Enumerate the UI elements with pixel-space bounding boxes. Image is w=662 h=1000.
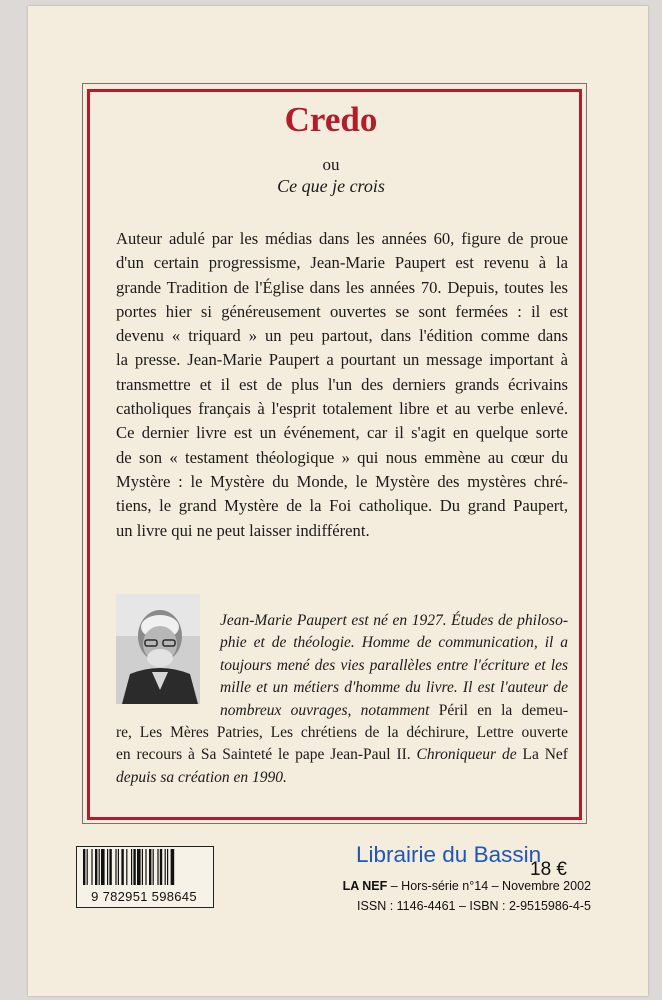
barcode-bar: [131, 849, 132, 885]
barcode-bar: [95, 849, 97, 885]
barcode-bar: [126, 849, 127, 885]
blurb-line: de son « testament théologique » qui nous emmène au cœur du: [116, 447, 568, 467]
barcode-bar: [145, 849, 146, 885]
barcode-bar: [142, 849, 143, 885]
publisher-name: LA NEF: [342, 879, 388, 893]
bio-line: toujours mené des vies parallèles entre l'écriture et les: [220, 656, 568, 674]
bio-line: phie et de théologie. Homme de communication, il a: [220, 634, 568, 652]
barcode-bar: [115, 849, 116, 885]
bookseller-watermark: Librairie du Bassin: [356, 842, 542, 867]
bio-text: Chroniqueur de: [416, 746, 517, 764]
barcode-bar: [165, 849, 166, 885]
bio-line: Jean-Marie Paupert est né en 1927. Études de philoso-: [220, 612, 568, 629]
barcode-bar: [171, 849, 175, 885]
title-connector: ou: [322, 155, 340, 174]
bio-book-titles: Péril en la demeu-: [429, 701, 568, 719]
blurb-line: la presse. Jean-Marie Paupert a pourtant un message important à: [116, 350, 568, 370]
identifiers: ISSN : 1146-4461 – ISBN : 2-9515986-4-5: [357, 899, 591, 913]
barcode-bar: [137, 849, 141, 885]
blurb-line: Auteur adulé par les médias dans les années 60, figure de proue: [116, 229, 568, 248]
publication-line: [316, 876, 591, 896]
blurb-line: devenu « triquard » un peu partout, dans l'édition comme dans: [116, 326, 568, 346]
bio-line: depuis sa création en 1990.: [116, 768, 287, 786]
bio-line: [116, 700, 568, 722]
bio-book-titles: en recours à Sa Sainteté le pape Jean-Paul II.: [116, 746, 417, 764]
blurb-line: grande Tradition de l'Église dans les années 70. Depuis, toutes les: [116, 277, 568, 297]
bio-line: mille et un métiers d'homme du livre. Il est l'auteur de: [220, 679, 568, 697]
barcode-bar: [99, 849, 100, 885]
blurb-line: d'un certain progressisme, Jean-Marie Paupert est revenu à la: [116, 253, 568, 273]
barcode-bar: [118, 849, 119, 885]
barcode-bars-icon: [77, 847, 213, 891]
book-blurb: [116, 227, 568, 543]
barcode-bar: [133, 849, 135, 885]
blurb-line: tiens, le grand Mystère de la Foi catholique. Du grand Paupert,: [116, 496, 568, 516]
barcode-number: 9 782951 598645: [91, 889, 197, 904]
book-title: Credo: [284, 100, 378, 139]
price: 18 €: [530, 859, 567, 880]
blurb-line: transmettre et il est de plus l'un des derniers grands écrivains: [116, 374, 568, 394]
blurb-line: Mystère : le Mystère du Monde, le Mystère des mystères chré-: [116, 471, 568, 491]
issue-info: – Hors-série n°14 – Novembre 2002: [387, 879, 591, 893]
bio-text: nombreux ouvrages, notamment: [220, 701, 430, 719]
barcode-bar: [160, 849, 162, 885]
blurb-line: Ce dernier livre est un événement, car il s'agit en quelque sorte: [116, 423, 568, 443]
barcode-bar: [101, 849, 105, 885]
bio-magazine-name: La Nef: [516, 746, 568, 764]
barcode-bar: [107, 849, 108, 885]
barcode-bar: [91, 849, 92, 885]
blurb-line: portes hier si généreusement ouvertes se sont fermées : il est: [116, 301, 568, 321]
barcode-bar: [167, 849, 168, 885]
publication-info: [316, 876, 591, 916]
barcode-bar: [149, 849, 151, 885]
barcode-bar: [83, 849, 85, 885]
bio-line: [116, 744, 568, 766]
author-bio: [116, 610, 568, 789]
barcode-bar: [157, 849, 158, 885]
barcode-bar: [121, 849, 123, 885]
barcode-bar: [87, 849, 88, 885]
barcode-bar: [153, 849, 154, 885]
book-subtitle: Ce que je crois: [277, 176, 385, 196]
bio-line: re, Les Mères Patries, Les chrétiens de la déchirure, Lettre ouverte: [116, 724, 568, 742]
blurb-line: catholiques français à l'esprit totalement libre et au verbe enlevé.: [116, 399, 568, 419]
barcode-bar: [109, 849, 111, 885]
blurb-line: un livre qui ne peut laisser indifférent.: [116, 520, 370, 540]
